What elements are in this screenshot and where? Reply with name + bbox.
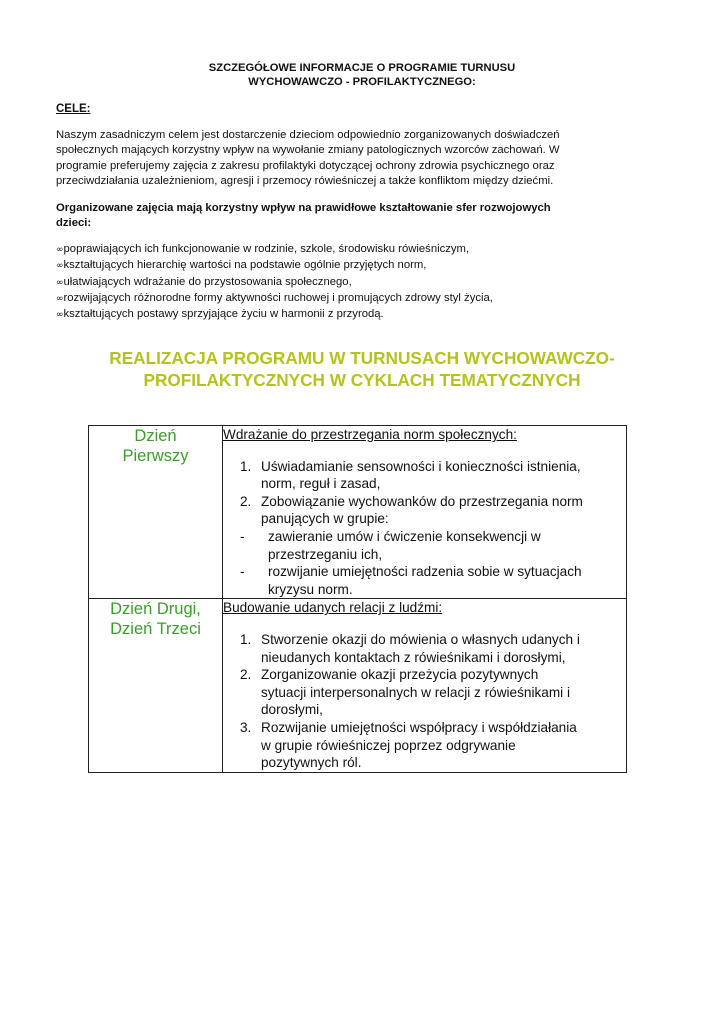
list-item: [56, 291, 493, 307]
list-item: [56, 275, 493, 291]
intro-line: społecznych mających korzystny wpływ na wywołanie zmiany patologicznych wzorców zachowań. W: [56, 144, 560, 157]
program-heading-line-2: PROFILAKTYCZNYCH W CYKLACH TEMATYCZNYCH: [143, 370, 581, 390]
numbered-item: [223, 631, 626, 666]
item-line: nieudanych kontaktach z rówieśnikami i dorosłymi,: [261, 649, 566, 665]
list-item: [56, 258, 493, 274]
item-line: zawieranie umów i ćwiczenie konsekwencji w: [268, 528, 541, 544]
intro-line: przeciwdziałania uzależnieniom, agresji i przemocy rówieśniczej a także konfliktom między dziećmi.: [56, 174, 554, 187]
item-number: 2.: [240, 493, 252, 509]
item-line: Zorganizowanie okazji przeżycia pozytywnych: [261, 667, 539, 683]
item-line: w grupie rówieśniczej poprzez odgrywanie: [261, 737, 516, 753]
item-line: Stworzenie okazji do mówienia o własnych udanych i: [261, 631, 580, 647]
bullet-text: ułatwiających wdrażanie do przystosowania społecznego,: [63, 275, 352, 288]
dash-mark: -: [240, 564, 245, 580]
org-line: Organizowane zajęcia mają korzystny wpływ na prawidłowe kształtowanie sfer rozwojowych: [56, 202, 551, 214]
infinity-bullet-icon: ∞: [56, 293, 64, 304]
item-line: dorosłymi,: [261, 702, 323, 718]
development-spheres-paragraph: [56, 201, 616, 232]
table-row: [89, 426, 627, 599]
day-label-line-1: Dzień Drugi,: [110, 600, 201, 619]
dash-item: [223, 563, 626, 598]
program-heading: [0, 347, 724, 391]
day-cell: [89, 599, 223, 772]
item-line: norm, reguł i zasad,: [261, 476, 381, 492]
bullet-text: kształtujących hierarchię wartości na podstawie ogólnie przyjętych norm,: [63, 259, 427, 272]
item-number: 1.: [240, 631, 252, 647]
bullet-text: kształtujących postawy sprzyjające życiu w harmonii z przyrodą.: [63, 308, 384, 321]
item-number: 1.: [240, 458, 252, 474]
bullet-text: poprawiających ich funkcjonowanie w rodzinie, szkole, środowisku rówieśniczym,: [63, 243, 470, 255]
program-heading-line-1: REALIZACJA PROGRAMU W TURNUSACH WYCHOWAWCZO-: [109, 348, 615, 368]
bullet-text: rozwijających różnorodne formy aktywności ruchowej i promujących zdrowy styl życia,: [63, 291, 493, 304]
infinity-bullet-icon: ∞: [56, 310, 64, 321]
intro-line: Naszym zasadniczym celem jest dostarczenie dzieciom odpowiednio zorganizowanych doświadczeń: [56, 129, 560, 141]
item-line: Zobowiązanie wychowanków do przestrzegania norm: [261, 493, 583, 509]
numbered-item: [223, 458, 626, 493]
list-item: [56, 307, 493, 323]
section-title: Budowanie udanych relacji z ludźmi:: [223, 600, 443, 616]
day-label-line-2: Pierwszy: [122, 447, 189, 465]
day-cell: [89, 426, 223, 599]
numbered-item: [223, 493, 626, 528]
item-line: Rozwijanie umiejętności współpracy i współdziałania: [261, 719, 577, 735]
item-line: rozwijanie umiejętności radzenia sobie w sytuacjach: [268, 564, 582, 580]
document-title-line-1: SZCZEGÓŁOWE INFORMACJE O PROGRAMIE TURNUSU: [208, 62, 516, 74]
goals-bullet-list: [56, 242, 493, 323]
item-number: 3.: [240, 719, 252, 735]
item-line: pozytywnych ról.: [261, 755, 362, 771]
program-table: [88, 425, 627, 773]
item-line: panujących w grupie:: [261, 511, 389, 527]
intro-line: programie preferujemy zajęcia z zakresu profilaktyki dotyczącej ochrony zdrowia psychicznego oraz: [56, 159, 555, 172]
org-line: dzieci:: [56, 217, 92, 230]
content-cell: [223, 599, 627, 772]
content-cell: [223, 426, 627, 599]
list-item: [56, 242, 493, 258]
goals-heading: CELE:: [56, 103, 91, 115]
item-line: przestrzeganiu ich,: [268, 546, 383, 562]
table-row: [89, 599, 627, 772]
numbered-item: [223, 719, 626, 772]
section-title: Wdrażanie do przestrzegania norm społecznych:: [223, 427, 517, 442]
numbered-item: [223, 666, 626, 719]
item-line: Uświadamianie sensowności i konieczności istnienia,: [261, 458, 581, 474]
dash-mark: -: [240, 528, 245, 544]
infinity-bullet-icon: ∞: [56, 245, 64, 255]
infinity-bullet-icon: ∞: [56, 261, 64, 272]
day-label-line-2: Dzień Trzeci: [110, 620, 201, 639]
goals-intro-paragraph: [56, 128, 616, 189]
item-line: kryzysu norm.: [268, 581, 353, 597]
infinity-bullet-icon: ∞: [56, 277, 64, 288]
dash-item: [223, 528, 626, 563]
document-title-line-2: WYCHOWAWCZO - PROFILAKTYCZNEGO:: [248, 76, 476, 88]
item-line: sytuacji interpersonalnych w relacji z rówieśnikami i: [261, 684, 570, 700]
item-number: 2.: [240, 667, 252, 683]
day-label-line-1: Dzień: [134, 427, 177, 445]
